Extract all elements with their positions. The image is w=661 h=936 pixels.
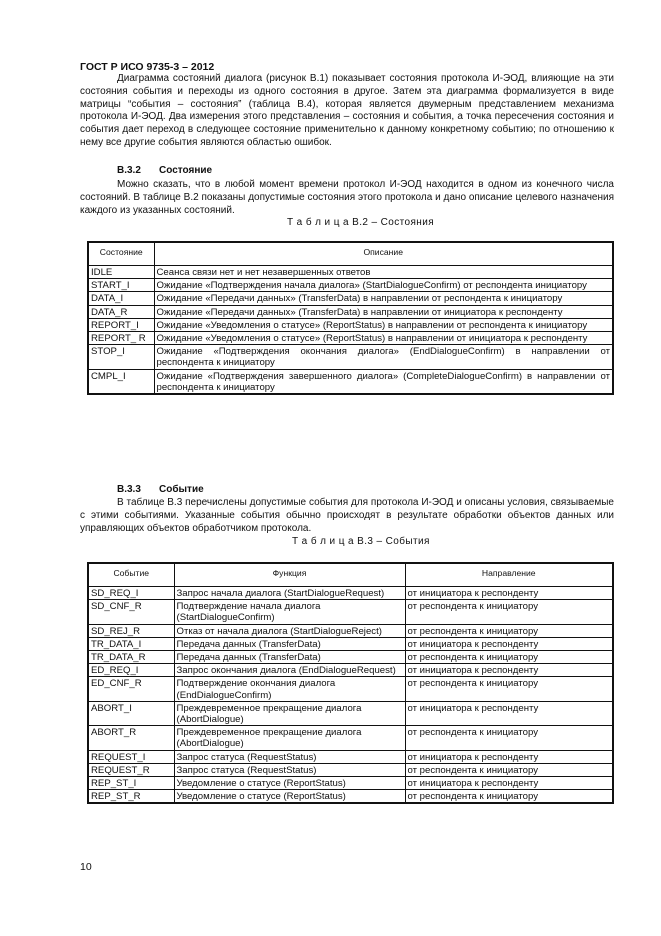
- table-row: [88, 664, 613, 677]
- event-cell: ED_CNF_R: [88, 677, 174, 701]
- column-header: Событие: [88, 563, 174, 587]
- table-row: [88, 637, 613, 650]
- event-cell: REQUEST_R: [88, 763, 174, 776]
- section-title: Событие: [159, 484, 204, 495]
- event-cell: ABORT_R: [88, 726, 174, 750]
- function-cell: Уведомление о статусе (ReportStatus): [174, 777, 405, 790]
- description-cell: Ожидание «Подтверждения завершенного диалога» (CompleteDialogueConfirm) в направлении от респондента к инициатору: [154, 369, 613, 394]
- direction-cell: от инициатора к респонденту: [405, 637, 613, 650]
- column-header: Функция: [174, 563, 405, 587]
- description-cell: Ожидание «Подтверждения окончания диалога» (EndDialogueConfirm) в направлении от респондента к инициатору: [154, 345, 613, 369]
- table-row: [88, 305, 613, 318]
- table-row: [88, 701, 613, 725]
- direction-cell: от респондента к инициатору: [405, 677, 613, 701]
- description-cell: Ожидание «Уведомления о статусе» (ReportStatus) в направлении от инициатора к респонденту: [154, 332, 613, 345]
- direction-cell: от респондента к инициатору: [405, 790, 613, 804]
- table-row: [88, 318, 613, 331]
- function-cell: Подтверждение начала диалога (StartDialogueConfirm): [174, 600, 405, 624]
- state-cell: REPORT_ R: [88, 332, 154, 345]
- state-cell: START_I: [88, 279, 154, 292]
- table-row: [88, 369, 613, 394]
- table-header-row: [88, 242, 613, 266]
- function-cell: Подтверждение окончания диалога (EndDialogueConfirm): [174, 677, 405, 701]
- section-paragraph-b32: Можно сказать, что в любой момент времени протокол И-ЭОД находится в одном из конечного числа состояний. В таблице В.2 показаны допустимые состояния этого протокола и дано описание целевого назначения каждого из указанных состояний.: [80, 179, 614, 216]
- intro-paragraph: Диаграмма состояний диалога (рисунок В.1) показывает состояния протокола И-ЭОД, влияющие на эти состояния события и переходы из одного состояния в другое. Затем эта диаграмма формализуется в виде матрицы “события – состояния” (таблица В.4), которая является двумерным представлением механизма протокола И-ЭОД. Два измерения этого представления – состояния и события, а точка пересечения состояния и события дает переход в следующее состояние применительно к данному конкретному событию; по отношению к нему все другие события являются областью ошибок.: [80, 73, 614, 148]
- table-row: [88, 332, 613, 345]
- table-row: [88, 763, 613, 776]
- section-paragraph-b33: В таблице В.3 перечислены допустимые события для протокола И-ЭОД и описаны условия, связываемые с этими событиями. Указанные события обычно происходят в результате обработки объектов данных или управляющих объектов обработчиком протокола.: [80, 497, 614, 534]
- description-cell: Ожидание «Передачи данных» (TransferData) в направлении от инициатора к респонденту: [154, 305, 613, 318]
- events-table: [87, 562, 614, 804]
- direction-cell: от респондента к инициатору: [405, 624, 613, 637]
- section-heading-b32: [117, 165, 212, 176]
- document-header: ГОСТ Р ИСО 9735-3 – 2012: [80, 61, 215, 73]
- function-cell: Передача данных (TransferData): [174, 637, 405, 650]
- state-cell: STOP_I: [88, 345, 154, 369]
- event-cell: TR_DATA_R: [88, 651, 174, 664]
- column-header: Направление: [405, 563, 613, 587]
- section-number: В.3.2: [117, 165, 141, 176]
- direction-cell: от инициатора к респонденту: [405, 664, 613, 677]
- event-cell: ABORT_I: [88, 701, 174, 725]
- function-cell: Отказ от начала диалога (StartDialogueReject): [174, 624, 405, 637]
- function-cell: Запрос начала диалога (StartDialogueRequest): [174, 587, 405, 600]
- states-table: [87, 241, 614, 395]
- direction-cell: от респондента к инициатору: [405, 600, 613, 624]
- event-cell: SD_CNF_R: [88, 600, 174, 624]
- page-number: 10: [80, 861, 92, 873]
- event-cell: REP_ST_I: [88, 777, 174, 790]
- section-number: В.3.3: [117, 484, 141, 495]
- table-row: [88, 292, 613, 305]
- direction-cell: от инициатора к респонденту: [405, 777, 613, 790]
- direction-cell: от респондента к инициатору: [405, 651, 613, 664]
- table-row: [88, 726, 613, 750]
- function-cell: Преждевременное прекращение диалога (AbortDialogue): [174, 701, 405, 725]
- direction-cell: от инициатора к респонденту: [405, 701, 613, 725]
- state-cell: REPORT_I: [88, 318, 154, 331]
- direction-cell: от инициатора к респонденту: [405, 750, 613, 763]
- table-caption-b3: Т а б л и ц а В.3 – События: [292, 536, 430, 547]
- table-row: [88, 279, 613, 292]
- event-cell: SD_REQ_I: [88, 587, 174, 600]
- direction-cell: от респондента к инициатору: [405, 763, 613, 776]
- state-cell: IDLE: [88, 266, 154, 279]
- function-cell: Запрос статуса (RequestStatus): [174, 750, 405, 763]
- table-row: [88, 790, 613, 804]
- table-row: [88, 624, 613, 637]
- state-cell: CMPL_I: [88, 369, 154, 394]
- section-title: Состояние: [159, 165, 213, 176]
- event-cell: SD_REJ_R: [88, 624, 174, 637]
- function-cell: Передача данных (TransferData): [174, 651, 405, 664]
- table-row: [88, 587, 613, 600]
- column-header: Состояние: [88, 242, 154, 266]
- table-caption-b2: Т а б л и ц а В.2 – Состояния: [287, 217, 435, 228]
- section-heading-b33: [117, 484, 204, 495]
- state-cell: DATA_I: [88, 292, 154, 305]
- table-row: [88, 777, 613, 790]
- event-cell: ED_REQ_I: [88, 664, 174, 677]
- table-row: [88, 345, 613, 369]
- state-cell: DATA_R: [88, 305, 154, 318]
- column-header: Описание: [154, 242, 613, 266]
- function-cell: Преждевременное прекращение диалога (AbortDialogue): [174, 726, 405, 750]
- event-cell: REP_ST_R: [88, 790, 174, 804]
- function-cell: Запрос статуса (RequestStatus): [174, 763, 405, 776]
- function-cell: Запрос окончания диалога (EndDialogueRequest): [174, 664, 405, 677]
- table-header-row: [88, 563, 613, 587]
- event-cell: REQUEST_I: [88, 750, 174, 763]
- table-row: [88, 677, 613, 701]
- description-cell: Ожидание «Подтверждения начала диалога» (StartDialogueConfirm) от респондента инициатору: [154, 279, 613, 292]
- event-cell: TR_DATA_I: [88, 637, 174, 650]
- table-row: [88, 651, 613, 664]
- table-row: [88, 750, 613, 763]
- direction-cell: от респондента к инициатору: [405, 726, 613, 750]
- description-cell: Ожидание «Уведомления о статусе» (ReportStatus) в направлении от респондента к инициатору: [154, 318, 613, 331]
- direction-cell: от инициатора к респонденту: [405, 587, 613, 600]
- description-cell: Ожидание «Передачи данных» (TransferData) в направлении от респондента к инициатору: [154, 292, 613, 305]
- function-cell: Уведомление о статусе (ReportStatus): [174, 790, 405, 804]
- description-cell: Сеанса связи нет и нет незавершенных ответов: [154, 266, 613, 279]
- table-row: [88, 600, 613, 624]
- table-row: [88, 266, 613, 279]
